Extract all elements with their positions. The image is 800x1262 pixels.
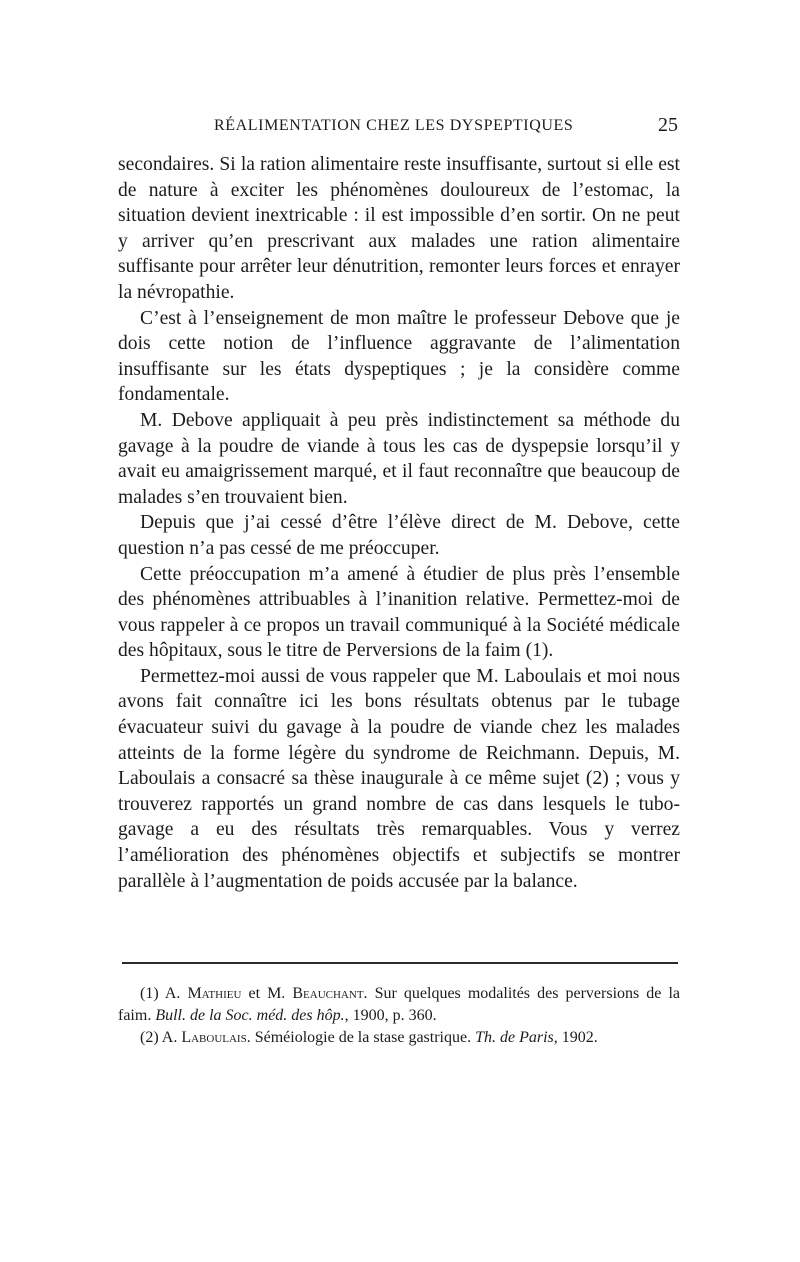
footnote-1-reference: , 1900, p. 360. [344, 1007, 437, 1024]
paragraph-2: C’est à l’enseignement de mon maître le professeur Debove que je dois cette notion de l’influence aggravante de l’alimentation insuffisante sur les états dyspeptiques ; je la considère comme fondamentale. [118, 307, 680, 406]
paragraph-5: Cette préoccupation m’a amené à étudier de plus près l’ensemble des phénomènes attribuables à l’inanition relative. Permettez-moi de vous rappeler à ce propos un travail communiqué à la Société médicale des hôpitaux, sous le titre de Perversions de la faim (1). [118, 563, 680, 662]
running-title: RÉALIMENTATION CHEZ LES DYSPEPTIQUES [214, 117, 574, 134]
footnote-1 [118, 983, 680, 1027]
footnote-1-conjunction: et M. [248, 985, 286, 1002]
footnote-1-author-2: Beauchant [292, 985, 364, 1002]
footnote-2-reference: , 1902. [553, 1029, 598, 1046]
footnote-1-journal: Bull. de la Soc. méd. des hôp. [155, 1007, 345, 1024]
paragraph-3: M. Debove appliquait à peu près indistinctement sa méthode du gavage à la poudre de viande à tous les cas de dyspepsie lorsqu’il y avait eu amaigrissement marqué, et il faut reconnaître que beaucoup de malades s’en trouvaient bien. [118, 409, 680, 508]
footnote-1-title: . Sur quelques modalités des perversions de la faim. [118, 985, 681, 1024]
footnote-2-title: . Séméiologie de la stase gastrique. [246, 1029, 472, 1046]
footnote-2-number: (2) A. [140, 1029, 178, 1046]
footnote-2-author: Laboulais [181, 1029, 247, 1046]
main-text [118, 152, 680, 894]
paragraph-1: secondaires. Si la ration alimentaire reste insuffisante, surtout si elle est de nature à exciter les phénomènes douloureux de l’estomac, la situation devient inextricable : il est impossible d’en sortir. On ne peut y arriver qu’en prescrivant aux malades une ration alimentaire suffisante pour arrêter leur dénutrition, remonter leurs forces et enrayer la névropathie. [118, 154, 680, 303]
page-header [118, 114, 680, 143]
footnote-divider [122, 962, 678, 964]
footnotes [118, 983, 680, 1049]
footnote-2-journal: Th. de Paris [475, 1029, 554, 1046]
page-number: 25 [658, 114, 678, 136]
footnote-1-author-1: Mathieu [187, 985, 242, 1002]
paragraph-6: Permettez-moi aussi de vous rappeler que M. Laboulais et moi nous avons fait connaître ici les bons résultats obtenus par le tubage évacuateur suivi du gavage à la poudre de viande chez les malades atteints de la forme légère du syndrome de Reichmann. Depuis, M. Laboulais a consacré sa thèse inaugurale à ce même sujet (2) ; vous y trouverez rapportés un grand nombre de cas dans lesquels le tubo-gavage a eu des résultats très remarquables. Vous y verrez l’amélioration des phénomènes objectifs et subjectifs se montrer parallèle à l’augmentation de poids accusée par la balance. [118, 665, 680, 892]
paragraph-4: Depuis que j’ai cessé d’être l’élève direct de M. Debove, cette question n’a pas cessé de me préoccuper. [118, 512, 680, 559]
footnote-1-number: (1) A. [140, 985, 181, 1002]
footnote-2 [118, 1027, 680, 1049]
